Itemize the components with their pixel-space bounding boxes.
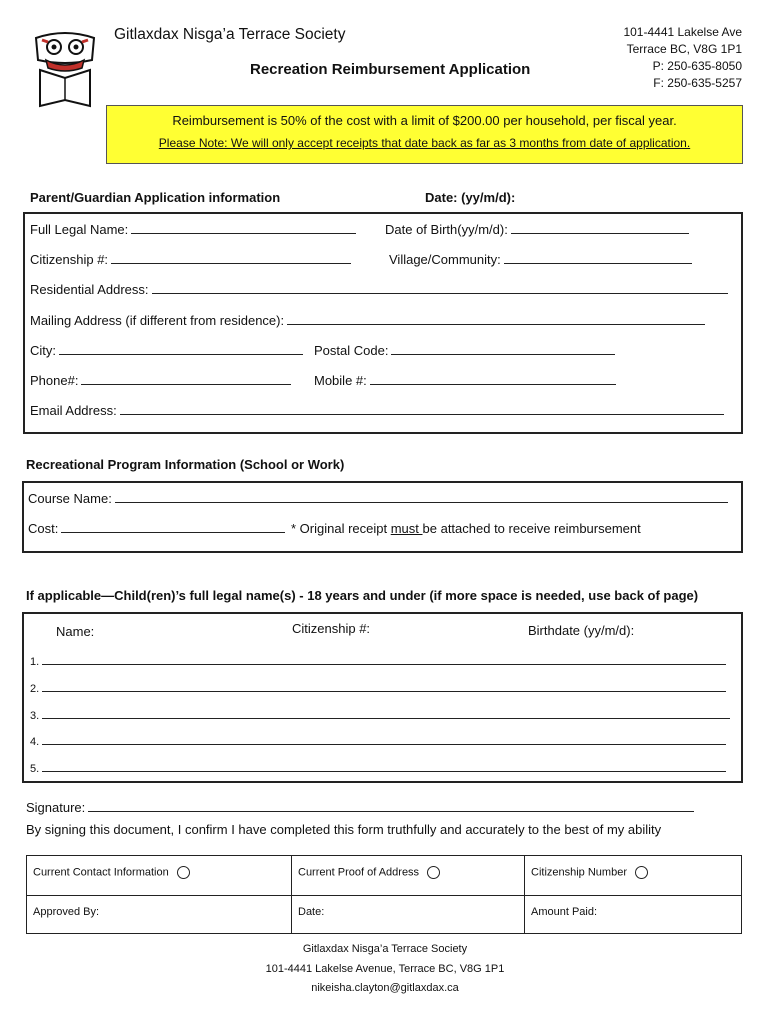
phone-field[interactable] — [30, 373, 291, 388]
full-name-field[interactable] — [30, 222, 356, 237]
form-title: Recreation Reimbursement Application — [250, 61, 531, 78]
mailing-address-field[interactable] — [30, 313, 705, 328]
org-name: Gitlaxdax Nisga’a Terrace Society — [114, 26, 346, 43]
reimbursement-notice — [106, 105, 743, 164]
email-field[interactable] — [30, 403, 724, 418]
child-row-4[interactable] — [30, 735, 726, 748]
receipt-note-suffix: be attached to receive reimbursement — [422, 521, 641, 536]
city-label: City: — [30, 343, 56, 358]
city-field[interactable] — [30, 343, 303, 358]
email-label: Email Address: — [30, 403, 117, 418]
dob-field[interactable] — [385, 222, 689, 237]
amount-paid-label: Amount Paid: — [531, 906, 598, 918]
contact-info-label: Current Contact Information — [33, 866, 169, 879]
child-row-5[interactable] — [30, 762, 726, 775]
proof-address-radio[interactable] — [427, 866, 440, 879]
full-name-label: Full Legal Name: — [30, 222, 129, 237]
child-row-number: 1. — [30, 656, 40, 668]
course-name-field[interactable] — [28, 491, 728, 506]
child-citizenship-column: Citizenship #: — [292, 621, 371, 636]
mobile-field[interactable] — [314, 373, 616, 388]
parent-section-heading: Parent/Guardian Application information — [30, 190, 281, 205]
footer-email: nikeisha.clayton@gitlaxdax.ca — [311, 982, 459, 994]
child-row-number: 2. — [30, 683, 40, 695]
village-label: Village/Community: — [389, 252, 501, 267]
address-street: 101-4441 Lakelse Ave — [623, 25, 742, 39]
child-name-column: Name: — [56, 624, 95, 639]
postal-code-label: Postal Code: — [314, 343, 389, 358]
address-city: Terrace BC, V8G 1P1 — [626, 42, 742, 56]
course-name-label: Course Name: — [28, 491, 112, 506]
citizenship-number-label: Citizenship Number — [531, 866, 627, 879]
residential-address-field[interactable] — [30, 282, 728, 297]
cost-label: Cost: — [28, 521, 59, 536]
notice-limit: Reimbursement is 50% of the cost with a limit of $200.00 per household, per fiscal year. — [172, 113, 677, 128]
children-info-box — [22, 612, 743, 783]
notice-receipts: Please Note: We will only accept receipts that date back as far as 3 months from date of application. — [158, 136, 691, 150]
signature-field[interactable] — [26, 800, 694, 815]
child-row-number: 4. — [30, 736, 40, 748]
society-logo — [32, 30, 98, 108]
approved-by-cell[interactable] — [27, 896, 292, 934]
phone-label: Phone#: — [30, 373, 79, 388]
program-section-heading: Recreational Program Information (School or Work) — [26, 457, 345, 472]
office-date-label: Date: — [298, 906, 325, 918]
office-use-table — [26, 855, 742, 934]
signature-statement: By signing this document, I confirm I have completed this form truthfully and accurately to the best of my ability — [26, 822, 662, 837]
child-row-number: 3. — [30, 710, 40, 722]
child-row-1[interactable] — [30, 655, 726, 668]
residential-address-label: Residential Address: — [30, 282, 149, 297]
child-row-number: 5. — [30, 763, 40, 775]
contact-info-cell — [27, 856, 292, 896]
children-section-heading: If applicable—Child(ren)’s full legal name(s) - 18 years and under (if more space is needed, use back of page) — [26, 588, 699, 603]
citizenship-field[interactable] — [30, 252, 351, 267]
citizenship-number-cell — [525, 856, 742, 896]
receipt-note-must: must — [390, 521, 423, 536]
citizenship-label: Citizenship #: — [30, 252, 109, 267]
citizenship-number-radio[interactable] — [635, 866, 648, 879]
application-date-label: Date: (yy/m/d): — [425, 190, 516, 205]
address-fax: F: 250-635-5257 — [653, 76, 742, 90]
amount-paid-cell[interactable] — [525, 896, 742, 934]
office-date-cell[interactable] — [292, 896, 525, 934]
mailing-address-label: Mailing Address (if different from residence): — [30, 313, 285, 328]
org-address — [623, 24, 742, 92]
postal-code-field[interactable] — [314, 343, 615, 358]
child-birthdate-column: Birthdate (yy/m/d): — [528, 623, 635, 638]
receipt-note-prefix: * Original receipt — [291, 521, 391, 536]
dob-label: Date of Birth(yy/m/d): — [385, 222, 508, 237]
proof-address-label: Current Proof of Address — [298, 866, 420, 879]
child-row-3[interactable] — [30, 709, 730, 722]
receipt-note — [291, 521, 641, 536]
signature-label: Signature: — [26, 800, 86, 815]
child-row-2[interactable] — [30, 682, 726, 695]
address-phone: P: 250-635-8050 — [652, 59, 742, 73]
village-field[interactable] — [389, 252, 692, 267]
contact-info-radio[interactable] — [177, 866, 190, 879]
proof-address-cell — [292, 856, 525, 896]
footer-address: 101-4441 Lakelse Avenue, Terrace BC, V8G 1P1 — [265, 963, 505, 975]
approved-by-label: Approved By: — [33, 906, 100, 918]
cost-field[interactable] — [28, 521, 285, 536]
mobile-label: Mobile #: — [314, 373, 367, 388]
footer-org-name: Gitlaxdax Nisga’a Terrace Society — [302, 943, 468, 955]
